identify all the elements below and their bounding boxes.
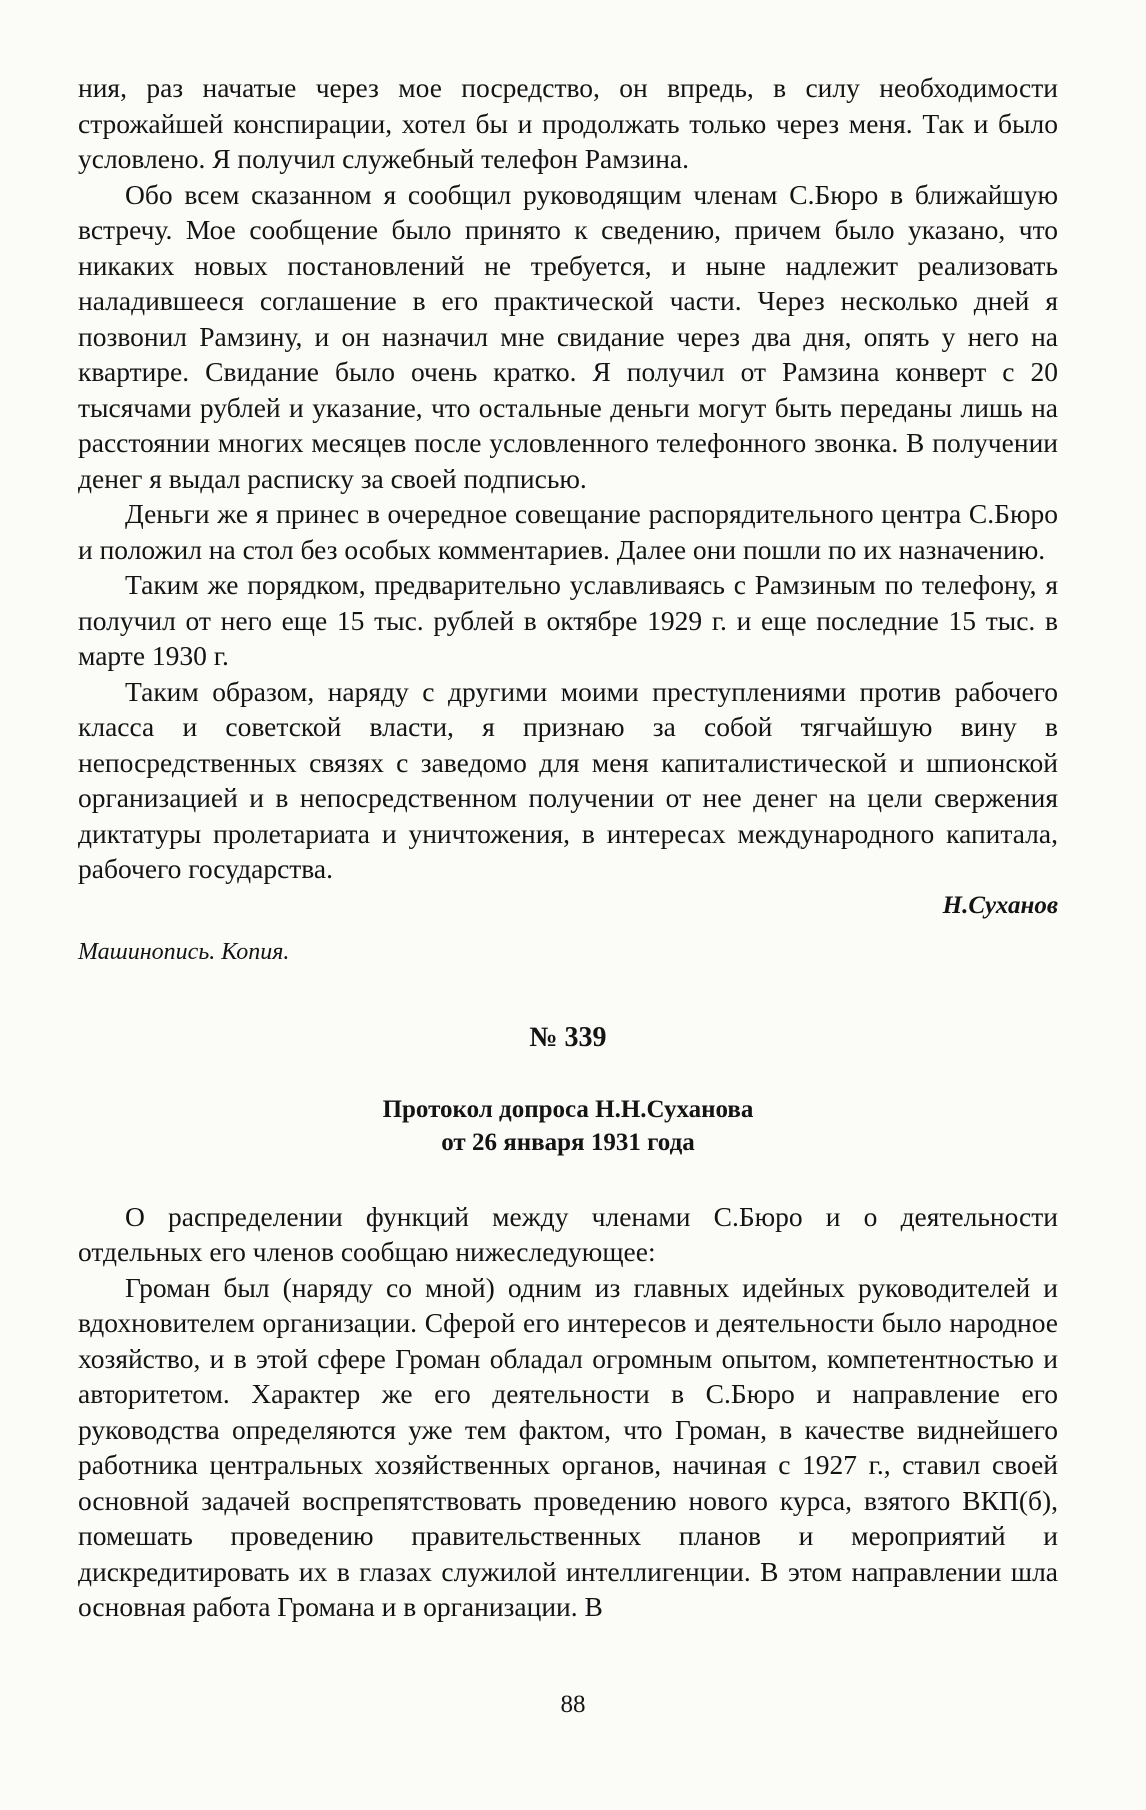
source-note: Машинопись. Копия. [78, 938, 290, 965]
paragraph: Громан был (наряду со мной) одним из главных идейных руководителей и вдохновителем организации. Сферой его интересов и деятельности было народное хозяйство, и в этой сфере Громан обладал огромным опытом, компетентностью и авторитетом. Характер же его деятельности в С.Бюро и направление его руководства определяются уже тем фактом, что Громан, в качестве виднейшего работника центральных хозяйственных органов, начиная с 1927 г., ставил своей основной задачей воспрепятствовать проведению нового курса, взятого ВКП(б), помешать проведению правительственных планов и мероприятий и дискредитировать их в глазах служилой интеллигенции. В этом направлении шла основная работа Громана и в организации. В [78, 1271, 1058, 1622]
paragraph: Деньги же я принес в очередное совещание распорядительного центра С.Бюро и положил на стол без особых комментариев. Далее они пошли по их назначению. [78, 498, 1058, 565]
paragraph: Таким образом, наряду с другими моими преступлениями против рабочего класса и советской власти, я признаю за собой тягчайшую вину в непосредственных связях с заведомо для меня капиталистической и шпионской организацией и в непосредственном получении от нее денег на цели свержения диктатуры пролетариата и уничтожения, в интересах международного капитала, рабочего государства. [78, 675, 1058, 884]
page-number: 88 [560, 1691, 586, 1718]
paragraph-continuation: ния, раз начатые через мое посредство, он впредь, в силу необходимости строжайшей конспирации, хотел бы и продолжать только через меня. Так и было условлено. Я получил служебный телефон Рамзина. [78, 72, 1058, 174]
document-title-line-1: Протокол допроса Н.Н.Суханова [382, 1095, 754, 1123]
paragraph: О распределении функций между членами С.Бюро и о деятельности отдельных его членов сообщаю нижеследующее: [78, 1200, 1058, 1267]
document-number: № 339 [529, 1021, 607, 1053]
document-title-line-2: от 26 января 1931 года [441, 1128, 695, 1156]
document-title [78, 1093, 1058, 1159]
text-column [78, 70, 1058, 1625]
paragraph: Таким же порядком, предварительно уславливаясь с Рамзиным по телефону, я получил от него еще 15 тыс. рублей в октябре 1929 г. и еще последние 15 тыс. в марте 1930 г. [78, 569, 1058, 671]
section-body [78, 1199, 1058, 1625]
signature: Н.Суханов [942, 891, 1058, 919]
paragraph: Обо всем сказанном я сообщил руководящим членам С.Бюро в ближайшую встречу. Мое сообщение было принято к сведению, причем было указано, что никаких новых постановлений не требуется, и ныне надлежит реализовать наладившееся соглашение в его практической части. Через несколько дней я позвонил Рамзину, и он назначил мне свидание через два дня, опять у него на квартире. Свидание было очень кратко. Я получил от Рамзина конверт с 20 тысячами рублей и указание, что остальные деньги могут быть переданы лишь на расстоянии многих месяцев после условленного телефонного звонка. В получении денег я выдал расписку за своей подписью. [78, 178, 1058, 494]
